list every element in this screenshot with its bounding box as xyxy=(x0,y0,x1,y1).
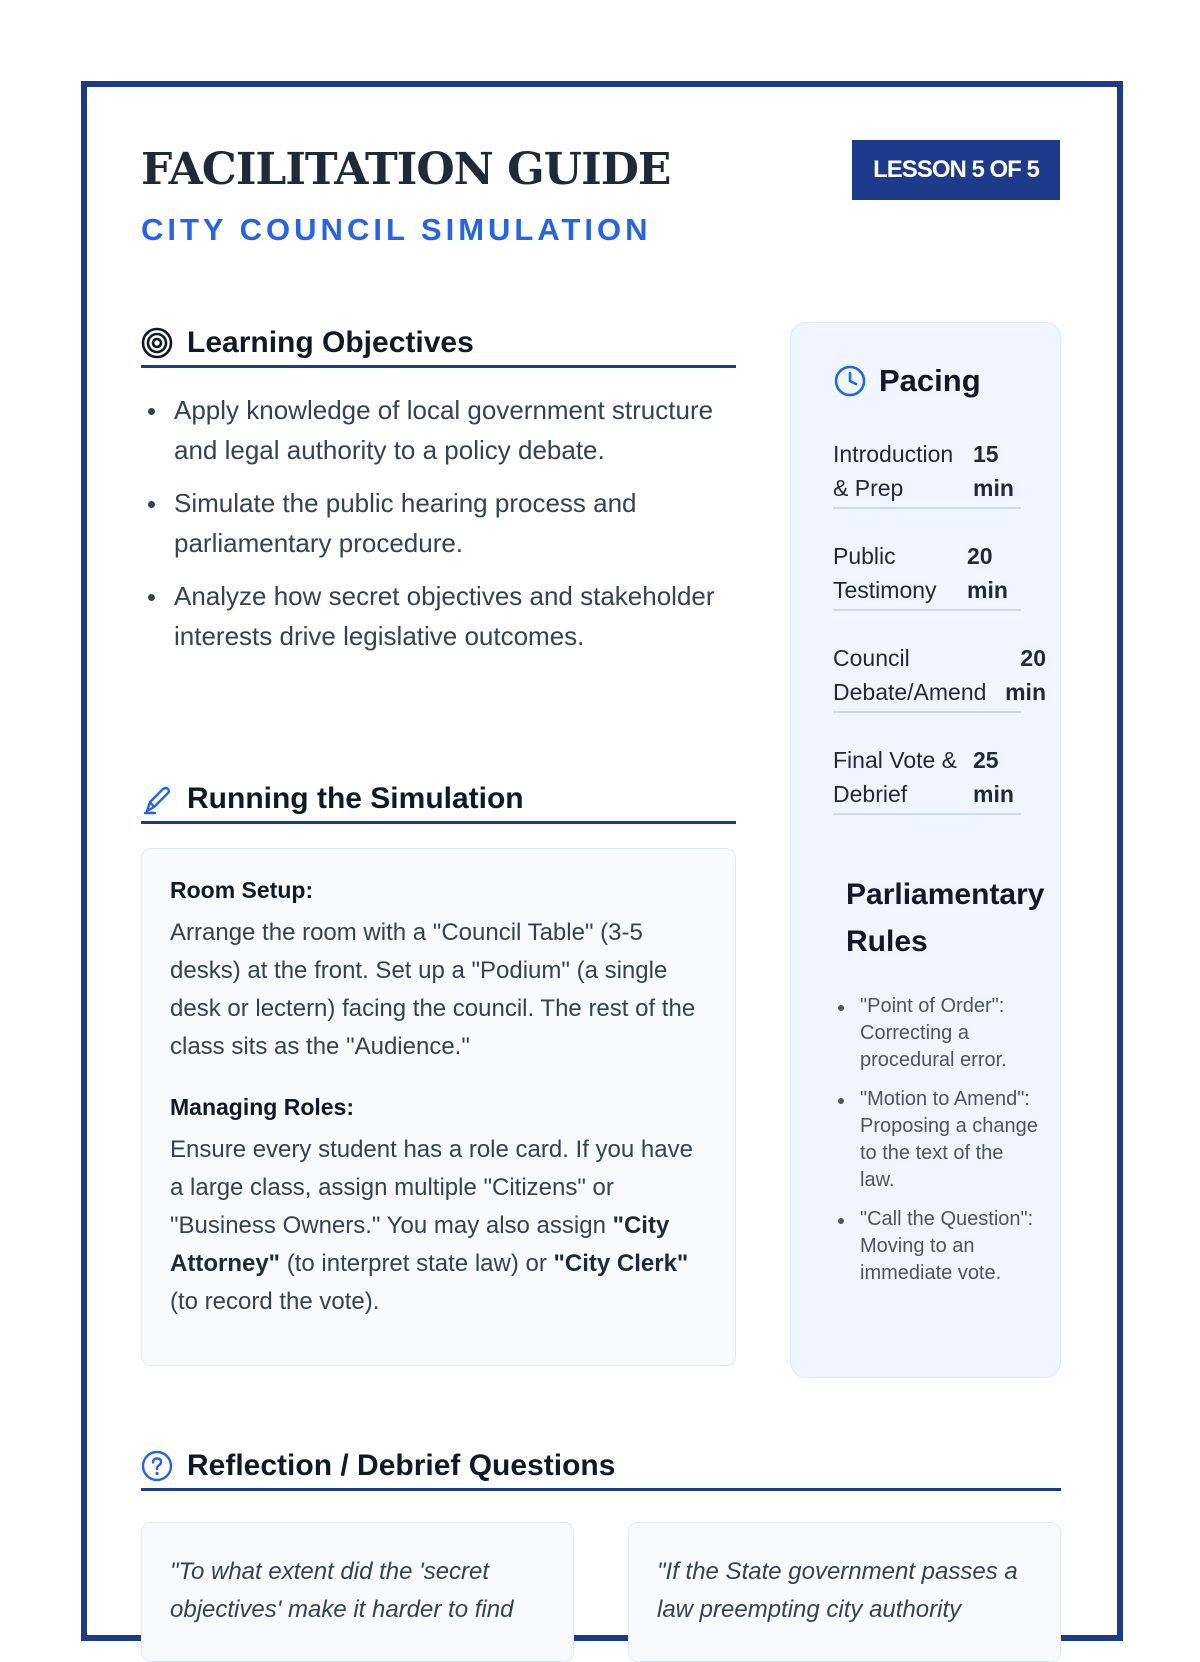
page-subtitle: CITY COUNCIL SIMULATION xyxy=(141,212,652,247)
pacing-label: Introduction & Prep xyxy=(833,441,954,501)
objective-item: Simulate the public hearing process and parliamentary procedure. xyxy=(141,483,736,563)
room-setup-text: Arrange the room with a "Council Table" (3-5 desks) at the front. Set up a "Podium" (a single desk or lectern) facing the council. The rest of the class sits as the "Audience." xyxy=(170,919,696,1060)
managing-roles-title: Managing Roles: xyxy=(170,1094,355,1120)
reflection-question-text: "If the State government passes a law preempting city authority xyxy=(657,1558,1018,1623)
pacing-header xyxy=(833,363,981,399)
running-simulation-header xyxy=(141,776,736,824)
managing-roles-text xyxy=(170,1131,709,1321)
city-attorney-label: "City Attorney" xyxy=(170,1212,670,1277)
page-title: FACILITATION GUIDE xyxy=(141,144,671,195)
parliamentary-rules-list xyxy=(833,993,1038,1299)
rule-item: "Call the Question": Moving to an immediate vote. xyxy=(833,1206,1038,1287)
target-icon xyxy=(141,327,173,359)
objectives-list xyxy=(141,390,736,669)
pacing-time: 15 min xyxy=(973,441,1014,501)
rule-item: "Motion to Amend": Proposing a change to the text of the law. xyxy=(833,1086,1038,1194)
clock-icon xyxy=(833,364,867,398)
pen-icon xyxy=(141,783,173,815)
pacing-row xyxy=(833,539,1021,611)
reflection-question-card xyxy=(141,1522,574,1662)
question-icon xyxy=(141,1450,173,1482)
objective-item: Analyze how secret objectives and stakeholder interests drive legislative outcomes. xyxy=(141,576,736,656)
parliamentary-rules-title: Parliamentary Rules xyxy=(846,878,1045,958)
learning-objectives-title: Learning Objectives xyxy=(187,325,474,359)
managing-roles-text-part: (to record the vote). xyxy=(170,1288,380,1315)
pacing-label: Council Debate/Amend xyxy=(833,645,987,705)
reflection-question-text: "To what extent did the 'secret objectives' make it harder to find xyxy=(170,1558,514,1623)
city-clerk-label: "City Clerk" xyxy=(553,1250,689,1277)
pacing-row xyxy=(833,437,1021,509)
pacing-time: 20 min xyxy=(967,543,1008,603)
pacing-title: Pacing xyxy=(879,363,981,398)
lesson-badge: LESSON 5 OF 5 xyxy=(852,140,1060,200)
managing-roles-text-part: (to interpret state law) or xyxy=(280,1250,554,1277)
pacing-sidebar xyxy=(790,322,1061,1378)
pacing-row xyxy=(833,743,1021,815)
rule-item: "Point of Order": Correcting a procedural error. xyxy=(833,993,1038,1074)
pacing-time: 25 min xyxy=(973,747,1014,807)
objective-item: Apply knowledge of local government structure and legal authority to a policy debate. xyxy=(141,390,736,470)
pacing-label: Public Testimony xyxy=(833,543,937,603)
running-simulation-title: Running the Simulation xyxy=(187,781,524,815)
managing-roles-text-part: Ensure every student has a role card. If you have a large class, assign multiple "Citizens" or "Business Owners." You may also assign xyxy=(170,1136,693,1239)
learning-objectives-header xyxy=(141,320,736,368)
room-setup-title: Room Setup: xyxy=(170,877,314,903)
reflection-title: Reflection / Debrief Questions xyxy=(187,1448,616,1482)
pacing-row xyxy=(833,641,1046,713)
reflection-question-card xyxy=(628,1522,1061,1662)
pacing-label: Final Vote & Debrief xyxy=(833,747,958,807)
pacing-time: 20 min xyxy=(1005,645,1046,705)
simulation-box xyxy=(141,848,736,1366)
reflection-header xyxy=(141,1443,1061,1491)
